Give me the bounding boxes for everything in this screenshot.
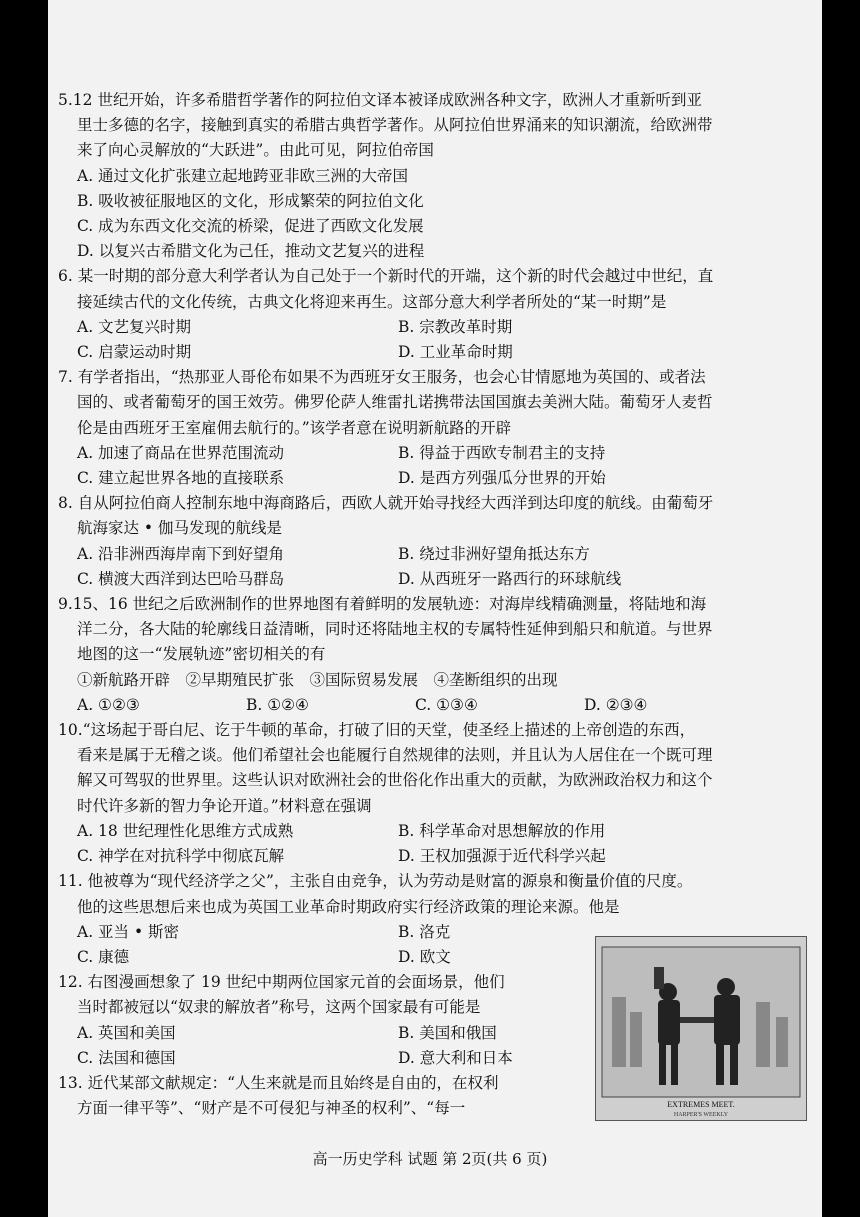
question-text-line: 12. 右图漫画想象了 19 世纪中期两位国家元首的会面场景，他们 [58,973,505,992]
question-text-line: 9.15、16 世纪之后欧洲制作的世界地图有着鲜明的发展轨迹：对海岸线精确测量，将陆地和海 [58,595,707,614]
question-text-line: 来了向心灵解放的“大跃进”。由此可见，阿拉伯帝国 [77,141,434,160]
question-text-line: 伦是由西班牙王室雇佣去航行的。”该学者意在说明新航路的开辟 [77,418,512,437]
question-7 [58,365,778,491]
question-6 [58,264,778,365]
question-text-line: 时代许多新的智力争论开道。”材料意在强调 [77,796,372,815]
question-text-line: 国的、或者葡萄牙的国王效劳。佛罗伦萨人维雷扎诺携带法国国旗去美洲大陆。葡萄牙人麦哲 [77,393,713,412]
page-footer: 高一历史学科 试题 第 2页(共 6 页) [312,1150,548,1168]
option-d: D. 是西方列强瓜分世界的开始 [398,469,606,488]
question-text-line: 10.“这场起于哥白尼、讫于牛顿的革命，打破了旧的天堂，使圣经上描述的上帝创造的东西， [58,721,696,740]
question-text-line: 航海家达 • 伽马发现的航线是 [77,519,282,538]
option-a: A. 加速了商品在世界范围流动 [77,443,285,462]
question-text-line: 方面一律平等”、“财产是不可侵犯与神圣的权利”、“每一 [77,1099,466,1118]
options-row [58,844,778,869]
cartoon-illustration [596,937,806,1120]
question-text-line: 洋二分，各大陆的轮廓线日益清晰，同时还将陆地主权的专属特性延伸到船只和航道。与世界 [77,620,713,639]
option-c: C. ①③④ [415,695,478,714]
option-c: C. 法国和德国 [77,1048,176,1067]
question-text-line: 5.12 世纪开始，许多希腊哲学著作的阿拉伯文译本被译成欧洲各种文字，欧洲人才重新听到亚 [58,91,702,109]
options-row [58,693,778,718]
option-d: D. 意大利和日本 [398,1048,513,1067]
option-b: B. 绕过非洲好望角抵达东方 [398,544,590,563]
option-b: B. 吸收被征服地区的文化，形成繁荣的阿拉伯文化 [77,191,424,210]
question-text-line: 6. 某一时期的部分意大利学者认为自己处于一个新时代的开端，这个新的时代会越过中世纪，直 [58,267,714,286]
option-b: B. 洛克 [398,922,451,941]
question-items: ①新航路开辟 ②早期殖民扩张 ③国际贸易发展 ④垄断组织的出现 [77,670,558,689]
option-c: C. 神学在对抗科学中彻底瓦解 [77,847,285,866]
option-a: A. ①②③ [77,695,140,714]
question-8 [58,491,778,592]
question-text-line: 里士多德的名字，接触到真实的希腊古典哲学著作。从阿拉伯世界涌来的知识潮流，给欧洲带 [77,116,713,135]
question-text-line: 当时都被冠以“奴隶的解放者”称号，这两个国家最有可能是 [77,998,481,1017]
options-row [58,567,778,592]
option-c: C. 横渡大西洋到达巴哈马群岛 [77,569,285,588]
question-text-line: 地图的这一“发展轨迹”密切相关的有 [77,645,326,664]
option-d: D. 欧文 [398,947,451,966]
option-c: C. 康德 [77,947,130,966]
option-b: B. ①②④ [246,695,309,714]
question-9 [58,592,778,718]
question-text-line: 接延续古代的文化传统，古典文化将迎来再生。这部分意大利学者所处的“某一时期”是 [77,292,667,311]
option-c: C. 成为东西文化交流的桥梁，促进了西欧文化发展 [77,217,424,236]
option-b: B. 科学革命对思想解放的作用 [398,821,606,840]
question-text-line: 7. 有学者指出，“热那亚人哥伦布如果不为西班牙女王服务，也会心甘情愿地为英国的、或者法 [58,368,706,387]
question-text-line: 解又可驾驭的世界里。这些认识对欧洲社会的世俗化作出重大的贡献，为欧洲政治权力和这个 [77,771,713,790]
option-d: D. 王权加强源于近代科学兴起 [398,847,606,866]
option-a: A. 文艺复兴时期 [77,317,192,336]
option-d: D. 工业革命时期 [398,343,513,362]
option-d: D. ②③④ [584,695,648,714]
option-a: A. 18 世纪理性化思维方式成熟 [77,821,294,840]
option-d: D. 以复兴古希腊文化为己任，推动文艺复兴的进程 [77,242,425,261]
option-b: B. 美国和俄国 [398,1023,497,1042]
option-d: D. 从西班牙一路西行的环球航线 [398,569,622,588]
cartoon-credit: HARPER'S WEEKLY [673,1112,729,1118]
options-row [58,441,778,466]
cartoon-image [595,936,807,1121]
options-row [58,315,778,340]
question-text-line: 13. 近代某部文献规定：“人生来就是而且始终是自由的，在权利 [58,1073,499,1092]
cartoon-caption: EXTREMES MEET. [667,1100,735,1109]
options-row [58,466,778,491]
option-a: A. 沿非洲西海岸南下到好望角 [77,544,285,563]
question-text-line: 8. 自从阿拉伯商人控制东地中海商路后，西欧人就开始寻找经大西洋到达印度的航线。由葡萄牙 [58,494,714,513]
question-text-line: 11. 他被尊为“现代经济学之父”，主张自由竞争，认为劳动是财富的源泉和衡量价值的尺度。 [58,872,693,891]
options-row [58,340,778,365]
option-b: B. 得益于西欧专制君主的支持 [398,443,606,462]
question-text-line: 看来是属于无稽之谈。他们希望社会也能履行自然规律的法则，并且认为人居住在一个既可理 [77,746,713,765]
option-c: C. 启蒙运动时期 [77,343,192,362]
option-a: A. 亚当 • 斯密 [77,922,180,941]
option-c: C. 建立起世界各地的直接联系 [77,469,285,488]
question-10 [58,718,778,869]
option-b: B. 宗教改革时期 [398,317,513,336]
question-text-line: 他的这些思想后来也成为英国工业革命时期政府实行经济政策的理论来源。他是 [77,897,620,916]
question-5 [58,88,778,264]
option-a: A. 通过文化扩张建立起地跨亚非欧三洲的大帝国 [77,166,409,185]
option-a: A. 英国和美国 [77,1023,176,1042]
options-row [58,542,778,567]
options-row [58,819,778,844]
